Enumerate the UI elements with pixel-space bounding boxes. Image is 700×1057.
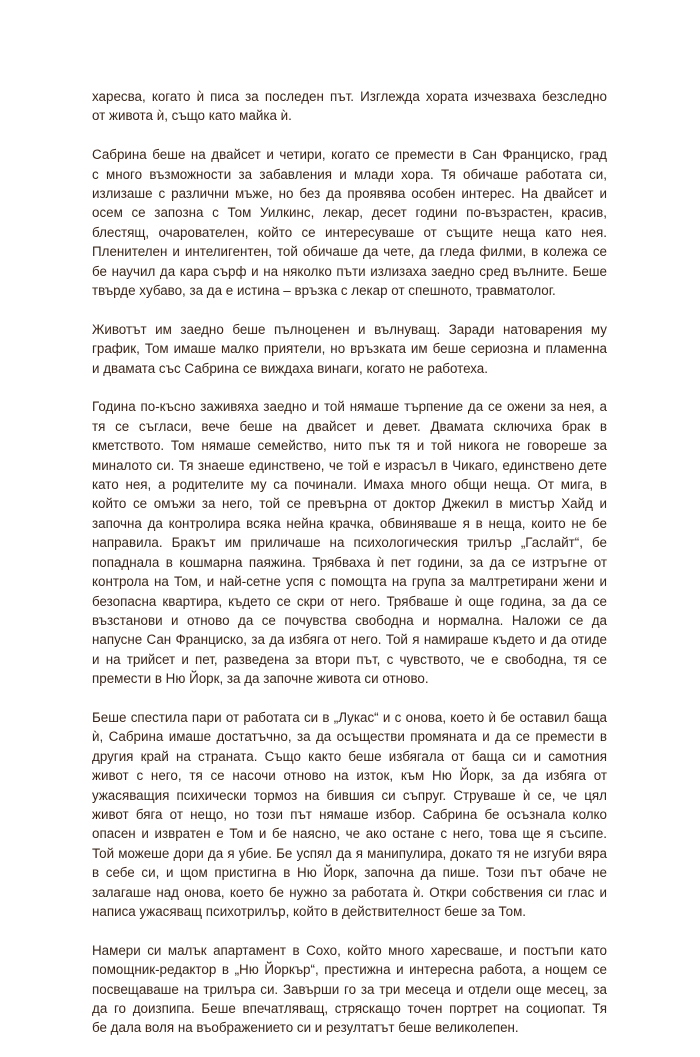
text-line: блестящ, очарователен, който се интересуваше от същите неща като нея. (92, 224, 607, 240)
text-line: напусне Сан Франциско, за да избяга от него. Той я намираше където и да отиде (92, 632, 607, 648)
text-line: бе научил да кара сърф и на няколко пъти излизаха заедно сред вълните. Беше (92, 263, 607, 279)
paragraph-5 (92, 708, 607, 921)
text-line: живот с него, тя се насочи отново на изток, към Ню Йорк, за да избяга от (92, 768, 607, 784)
text-line: посвещаваше на трилъра си. Завърши го за три месеца и отдели още месец, за (92, 981, 607, 997)
text-line: твърде хубаво, за да е истина – връзка с лекар от спешното, травматолог. (92, 283, 556, 299)
text-line: другия край на страната. Също както беше избягала от баща си и самотния (92, 748, 607, 764)
text-line: кметството. Том нямаше семейство, нито пък тя и той никога не говореше за (92, 438, 607, 454)
text-line: излизаше с различни мъже, но без да проявява особен интерес. На двайсет и (92, 186, 607, 202)
text-line: помощник-редактор в „Ню Йоркър“, престижна и интересна работа, а нощем се (92, 962, 607, 978)
text-line: направила. Бракът им приличаше на психологическия трилър „Гаслайт“, бе (92, 535, 607, 551)
paragraph-2 (92, 145, 607, 300)
text-line: контрола на Том, и най-сетне успя с помощта на група за малтретирани жени и (92, 574, 607, 590)
text-line: с много възможности за забавления и млади хора. Тя обичаше работата си, (92, 166, 607, 182)
text-line: бе дала воля на въображението си и резултатът беше великолепен. (92, 1020, 519, 1036)
paragraph-6 (92, 941, 607, 1038)
text-line: Намери си малък апартамент в Сохо, който много харесваше, и постъпи като (92, 942, 607, 958)
paragraph-3 (92, 320, 607, 378)
text-line: Животът им заедно беше пълноценен и вълнуващ. Заради натоварения му (92, 321, 607, 337)
text-line: опасен и извратен е Том и бе наясно, че ако остане с него, това ще я съсипе. (92, 826, 607, 842)
text-line: ѝ, Сабрина имаше достатъчно, за да осъществи промяната и да се премести в (92, 729, 607, 745)
text-line: залагаше над онова, което бе нужно за работата ѝ. Откри собствения си глас и (92, 884, 607, 900)
text-line: харесва, когато ѝ писа за последен път. Изглежда хората изчезваха безследно (92, 89, 607, 104)
text-line: попаднала в кошмарна паяжина. Трябваха ѝ пет години, за да се изтръгне от (92, 554, 607, 570)
text-line: осем се запозна с Том Уилкинс, лекар, десет години по-възрастен, красив, (92, 205, 607, 221)
text-line: Беше спестила пари от работата си в „Лукас“ и с онова, което ѝ бе оставил баща (92, 709, 607, 725)
text-line: Година по-късно заживяха заедно и той нямаше търпение да се ожени за нея, а (92, 399, 607, 415)
text-line: Пленителен и интелигентен, той обичаше да чете, да гледа филми, в колежа се (92, 244, 607, 260)
text-line: започна да контролира всяка нейна крачка, обвиняваше я в неща, които не бе (92, 515, 607, 531)
text-line: който се омъжи за него, той се превърна от доктор Джекил в мистър Хайд и (92, 496, 607, 512)
text-line: да го доизпипа. Беше впечатляващ, стряскащо точен портрет на социопат. Тя (92, 1001, 607, 1017)
text-line: живот бяга от нещо, но този път нямаше избор. Сабрина бе осъзнала колко (92, 806, 607, 822)
paragraph-4 (92, 397, 607, 688)
text-line: тя се съгласи, вече беше на двайсет и девет. Двамата сключиха брак в (92, 418, 607, 434)
text-line: и на трийсет и пет, разведена за втори път, с чувството, че е свободна, тя се (92, 651, 607, 667)
text-line: график, Том имаше малко приятели, но връзката им беше сериозна и пламенна (92, 341, 607, 357)
text-line: от живота ѝ, също като майка ѝ. (92, 108, 292, 124)
paragraph-1 (92, 87, 607, 126)
text-line: безопасна квартира, където се скри от него. Трябваше ѝ още година, за да се (92, 593, 607, 609)
text-line: премести в Ню Йорк, за да започне живота си отново. (92, 671, 429, 687)
text-line: ужасяващия психически тормоз на бившия си съпруг. Струваше ѝ се, че цял (92, 787, 607, 803)
text-line: написа ужасяващ психотрилър, който в действителност беше за Том. (92, 904, 526, 919)
text-line: Той можеше дори да я убие. Бе успял да я манипулира, докато тя не изгуби вяра (92, 845, 607, 861)
text-line: и двамата със Сабрина се виждаха винаги, когато не работеха. (92, 360, 488, 376)
text-line: миналото си. Тя знаеше единствено, че той е израсъл в Чикаго, единствено дете (92, 457, 607, 473)
document-page (92, 87, 607, 1057)
text-line: като нея, а родителите му са починали. Имаха много общи неща. От мига, в (92, 477, 607, 493)
text-line: в себе си, и щом пристигна в Ню Йорк, започна да пише. Този път обаче не (92, 865, 607, 881)
text-line: Сабрина беше на двайсет и четири, когато се премести в Сан Франциско, град (92, 147, 607, 163)
text-line: възстанови и отново да се почувства свободна и нормална. Наложи се да (92, 612, 607, 628)
